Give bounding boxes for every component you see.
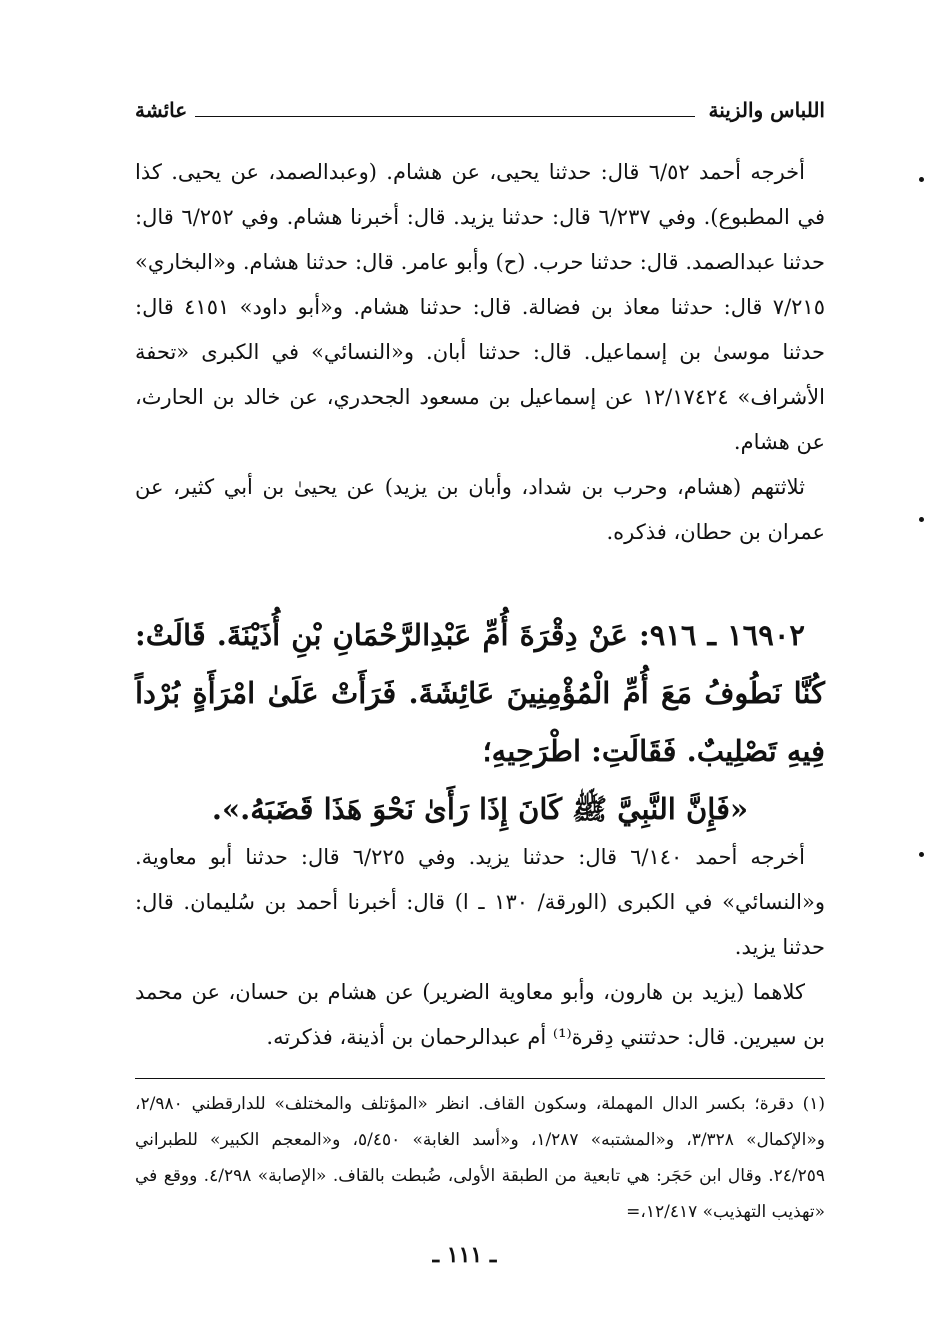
hadith-body: ١٦٩٠٢ ـ ٩١٦: عَنْ دِقْرَةَ أُمِّ عَبْدِالرَّحْمَانِ بْنِ أُذَيْنَةَ. قَالَتْ: كُنَّا نَطُوفُ مَعَ أُمِّ الْمُؤْمِنِينَ عَائِشَةَ. فَرَأَتْ عَلَىٰ امْرَأَةٍ بُرْداً فِيهِ تَصْلِيبٌ. فَقَالَتِ: اطْرَحِيهِ؛ (135, 618, 825, 768)
paragraph: كلاهما (يزيد بن هارون، وأبو معاوية الضرير) عن هشام بن حسان، عن محمد بن سيرين. قال: حدثتني دِقرة⁽¹⁾ أم عبدالرحمان بن أذينة، فذكرته. (135, 980, 825, 1049)
footnotes (135, 1086, 825, 1230)
margin-mark (919, 517, 924, 522)
footnote: (١) دقرة؛ بكسر الدال المهملة، وسكون القاف. انظر «المؤتلف والمختلف» للدارقطني ٢/٩٨٠، و«الإكمال» ٣/٣٢٨، و«المشتبه» ١/٢٨٧، و«أسد الغابة» ٥/٤٥٠، و«المعجم الكبير» للطبراني ٢٤/٢٥٩. وقال ابن حَجَر: هي تابعية من الطبقة الأولى، ضُبطت بالقاف. «الإصابة» ٤/٢٩٨. ووقع في «تهذيب التهذيب» ١٢/٤١٧،= (135, 1094, 825, 1222)
hadith-quote: «فَإِنَّ النَّبِيَّ ﷺ كَانَ إِذَا رَأَىٰ نَحْوَ هَذَا قَضَبَهُ.». (211, 792, 749, 826)
margin-mark (919, 177, 924, 182)
running-header (135, 92, 825, 132)
takhrij-section-bottom (135, 835, 825, 1060)
section-title: عائشة (135, 98, 188, 122)
chapter-title: اللباس والزينة (708, 98, 825, 122)
paragraph: أخرجه أحمد ٦/٥٢ قال: حدثنا يحيى، عن هشام. (وعبدالصمد، عن يحيى. كذا في المطبوع). وفي ٦/٢٣٧ قال: حدثنا يزيد. قال: أخبرنا هشام. وفي ٦/٢٥٢ قال: حدثنا عبدالصمد. قال: حدثنا حرب. (ح) وأبو عامر. قال: حدثنا هشام. و«البخاري» ٧/٢١٥ قال: حدثنا معاذ بن فضالة. قال: حدثنا هشام. و«أبو داود» ٤١٥١ قال: حدثنا موسىٰ بن إسماعيل. قال: حدثنا أبان. و«النسائي» في الكبرى «تحفة الأشراف» ١٢/١٧٤٢٤ عن إسماعيل بن مسعود الجحدري، عن خالد بن الحارث، عن هشام. (135, 160, 825, 454)
takhrij-section-top (135, 150, 825, 555)
header-rule (195, 116, 695, 117)
page-number: ـ ١١١ ـ (432, 1242, 497, 1268)
margin-mark (919, 852, 924, 857)
paragraph: أخرجه أحمد ٦/١٤٠ قال: حدثنا يزيد. وفي ٦/٢٢٥ قال: حدثنا أبو معاوية. و«النسائي» في الكبرى (الورقة/ ١٣٠ ـ ا) قال: أخبرنا أحمد بن سُليمان. قال: حدثنا يزيد. (135, 845, 825, 959)
paragraph: ثلاثتهم (هشام، وحرب بن شداد، وأبان بن يزيد) عن يحيىٰ بن أبي كثير، عن عمران بن حطان، فذكره. (135, 475, 825, 544)
hadith-text (135, 606, 825, 838)
footnote-rule (135, 1078, 825, 1079)
